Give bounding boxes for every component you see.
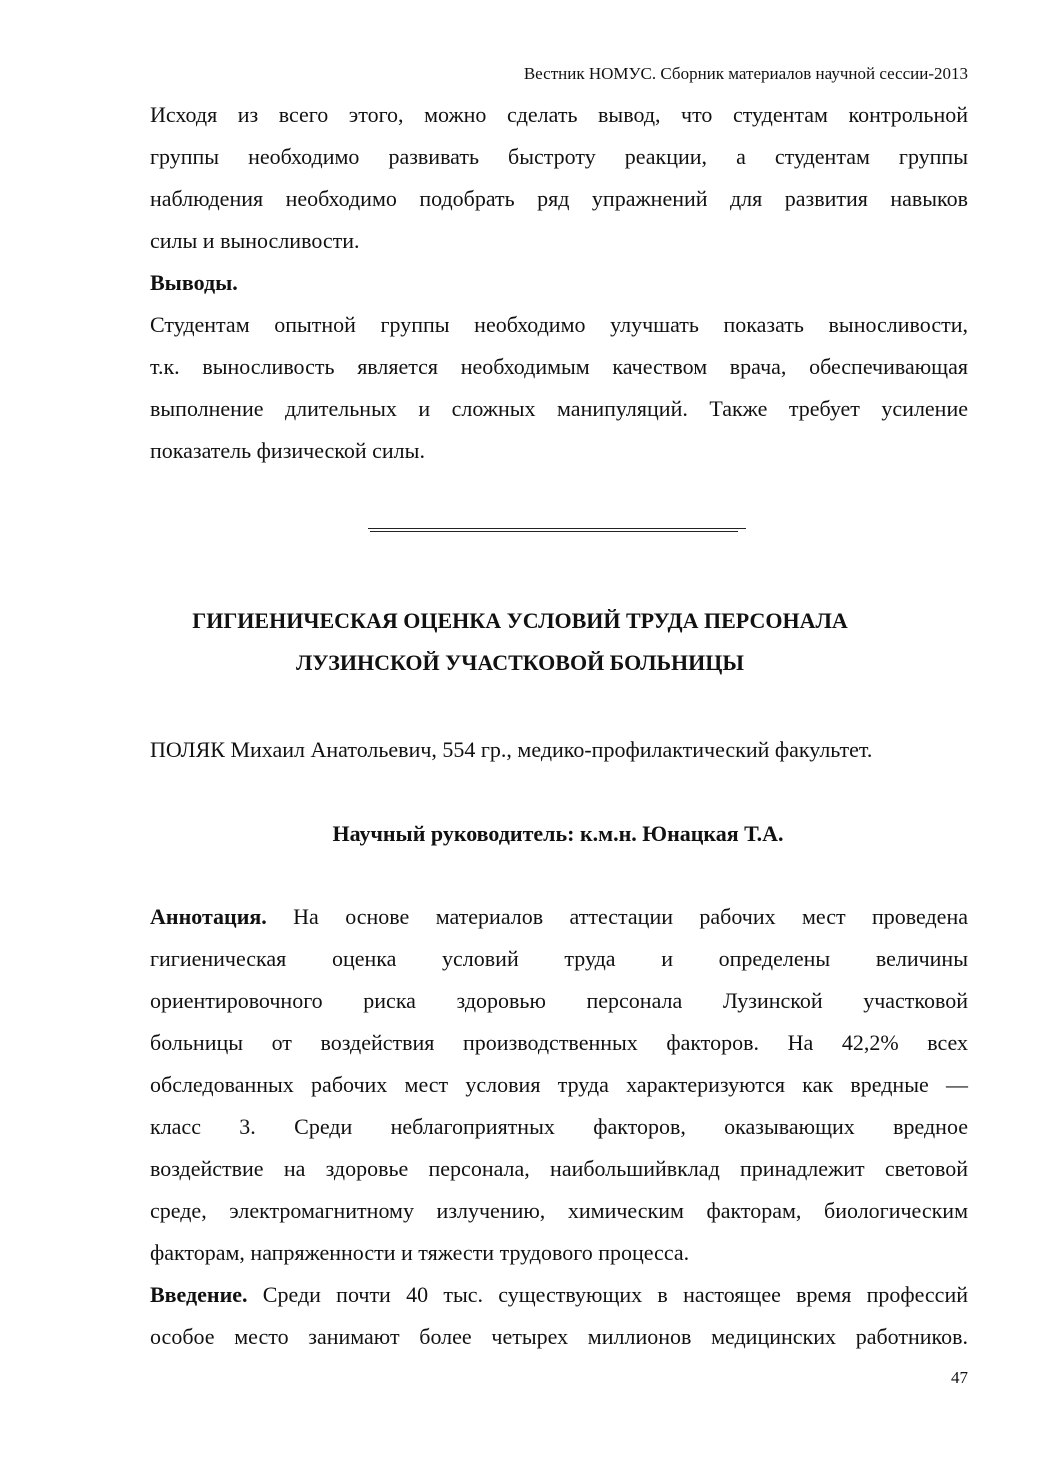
body-line: группы необходимо развивать быстроту реакции, а студентам группы [150, 144, 968, 169]
body-line: силы и выносливости. [150, 228, 360, 253]
article-title-line: ЛУЗИНСКОЙ УЧАСТКОВОЙ БОЛЬНИЦЫ [296, 650, 744, 675]
abstract-line: воздействие на здоровье персонала, наибольшийвклад принадлежит световой [150, 1156, 968, 1181]
intro-line: особое место занимают более четырех миллионов медицинских работников. [150, 1324, 968, 1349]
conclusions-heading: Выводы. [150, 270, 238, 295]
body-line: Исходя из всего этого, можно сделать вывод, что студентам контрольной [150, 102, 968, 127]
article-title [100, 600, 940, 684]
article-abstract [150, 896, 968, 1358]
abstract-line: обследованных рабочих мест условия труда характеризуются как вредные — [150, 1072, 968, 1097]
abstract-line [150, 896, 968, 938]
previous-article-conclusion [150, 94, 968, 472]
body-line: выполнение длительных и сложных манипуляций. Также требует усиление [150, 396, 968, 421]
abstract-line: среде, электромагнитному излучению, химическим факторам, биологическим [150, 1198, 968, 1223]
abstract-line: ориентировочного риска здоровью персонала Лузинской участковой [150, 988, 968, 1013]
abstract-label: Аннотация. [150, 904, 267, 929]
body-line: наблюдения необходимо подобрать ряд упражнений для развития навыков [150, 186, 968, 211]
body-line: т.к. выносливость является необходимым качеством врача, обеспечивающая [150, 354, 968, 379]
article-separator [368, 528, 746, 529]
abstract-line: больницы от воздействия производственных факторов. На 42,2% всех [150, 1030, 968, 1055]
abstract-line: факторам, напряженности и тяжести трудового процесса. [150, 1240, 690, 1265]
page-number: 47 [951, 1368, 968, 1387]
article-author: ПОЛЯК Михаил Анатольевич, 554 гр., медико-профилактический факультет. [150, 737, 873, 762]
abstract-line: гигиеническая оценка условий труда и определены величины [150, 946, 968, 971]
abstract-line: класс 3. Среди неблагоприятных факторов, оказывающих вредное [150, 1114, 968, 1139]
abstract-text: На основе материалов аттестации рабочих мест проведена [266, 904, 968, 929]
body-line: показатель физической силы. [150, 438, 425, 463]
intro-text: Среди почти 40 тыс. существующих в настоящее время профессий [247, 1282, 968, 1307]
article-supervisor: Научный руководитель: к.м.н. Юнацкая Т.А. [332, 821, 784, 846]
intro-line [150, 1274, 968, 1316]
article-title-line: ГИГИЕНИЧЕСКАЯ ОЦЕНКА УСЛОВИЙ ТРУДА ПЕРСОНАЛА [192, 608, 848, 633]
body-line: Студентам опытной группы необходимо улучшать показать выносливости, [150, 312, 968, 337]
intro-label: Введение. [150, 1282, 248, 1307]
running-header: Вестник НОМУС. Сборник материалов научной сессии-2013 [523, 64, 968, 83]
